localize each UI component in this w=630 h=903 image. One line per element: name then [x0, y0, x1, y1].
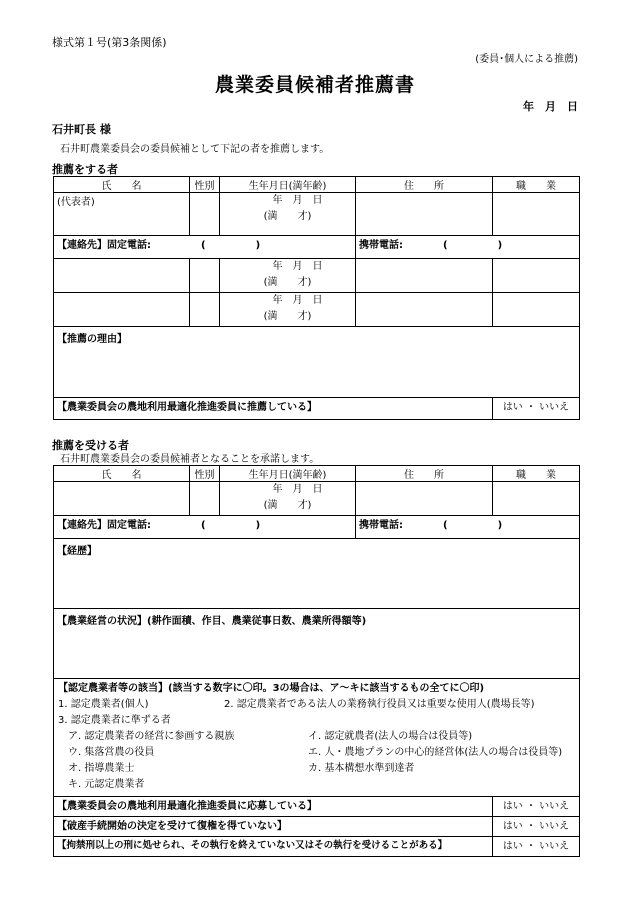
- promoter-recommended-yes-no[interactable]: はい ・ いいえ: [493, 398, 580, 420]
- addressee: 石井町長 様: [52, 123, 111, 136]
- promoter-applied-yes-no[interactable]: はい ・ いいえ: [493, 797, 580, 817]
- date-field[interactable]: 年 月 日: [523, 100, 578, 113]
- address-cell[interactable]: [356, 259, 493, 293]
- certification-row-1: [54, 697, 579, 713]
- col-header-gender: 性別: [190, 177, 220, 193]
- representative-label: (代表者): [57, 197, 95, 208]
- cert-option-1[interactable]: 1. 認定農業者(個人): [58, 699, 149, 710]
- gender-cell[interactable]: [190, 482, 220, 516]
- contact-fixed-phone[interactable]: 【連絡先】固定電話: ( ): [54, 236, 356, 259]
- gender-cell[interactable]: [190, 193, 220, 236]
- col-header-dob: 生年月日(満年齢): [220, 177, 356, 193]
- representative-name-cell[interactable]: [54, 193, 190, 236]
- dob-line2: (満 才): [263, 500, 312, 511]
- recommender-table: [53, 176, 580, 420]
- recommendee-section-title: 推薦を受ける者: [52, 439, 129, 452]
- col-header-name: 氏 名: [54, 466, 190, 482]
- intro-text: 石井町農業委員会の委員候補として下記の者を推薦します。: [60, 144, 330, 155]
- promoter-applied-question: 【農業委員会の農地利用最適化推進委員に応募している】: [54, 797, 493, 817]
- col-header-address: 住 所: [356, 177, 493, 193]
- col-header-dob: 生年月日(満年齢): [220, 466, 356, 482]
- cert-option-2[interactable]: 2. 認定農業者である法人の業務執行役員又は重要な使用人(農場長等): [224, 699, 535, 710]
- col-header-gender: 性別: [190, 466, 220, 482]
- recommender2-name-cell[interactable]: [54, 259, 190, 293]
- gender-cell[interactable]: [190, 293, 220, 327]
- cert-option-ki[interactable]: キ. 元認定農業者: [68, 779, 145, 790]
- certification-title: 【認定農業者等の該当】(該当する数字に〇印。3の場合は、ア～キに該当するもの全てに〇印): [58, 683, 485, 694]
- imprisonment-question: 【拘禁刑以上の刑に処せられ、その執行を終えていない又はその執行を受けることがある】: [54, 837, 493, 857]
- bankruptcy-yes-no[interactable]: はい ・ いいえ: [493, 817, 580, 837]
- col-header-occupation: 職 業: [493, 466, 580, 482]
- dob-cell[interactable]: [220, 193, 356, 236]
- reason-box[interactable]: 【推薦の理由】: [54, 327, 580, 398]
- certification-row-u: [54, 745, 579, 761]
- contact-mobile-phone[interactable]: 携帯電話: ( ): [356, 236, 580, 259]
- cert-option-ka[interactable]: カ. 基本構想水準到達者: [308, 763, 415, 774]
- recommender3-name-cell[interactable]: [54, 293, 190, 327]
- form-number: 様式第１号(第3条関係): [52, 36, 167, 49]
- cert-option-u[interactable]: ウ. 集落営農の役員: [68, 747, 155, 758]
- dob-line2: (満 才): [263, 211, 312, 222]
- bankruptcy-question: 【破産手続開始の決定を受けて復権を得ていない】: [54, 817, 493, 837]
- occupation-cell[interactable]: [493, 259, 580, 293]
- cert-option-o[interactable]: オ. 指導農業士: [68, 763, 135, 774]
- certification-row-a: [54, 729, 579, 745]
- dob-line1: 年 月 日: [272, 195, 323, 206]
- address-cell[interactable]: [356, 293, 493, 327]
- contact-fixed-phone[interactable]: 【連絡先】固定電話: ( ): [54, 516, 356, 539]
- farm-status-box[interactable]: 【農業経営の状況】(耕作面積、作目、農業従事日数、農業所得額等): [54, 609, 580, 679]
- dob-line2: (満 才): [263, 311, 312, 322]
- dob-cell[interactable]: [220, 259, 356, 293]
- address-cell[interactable]: [356, 482, 493, 516]
- form-type-note: (委員･個人による推薦): [475, 54, 578, 65]
- recommendee-name-cell[interactable]: [54, 482, 190, 516]
- consent-text: 石井町農業委員会の委員候補者となることを承諾します。: [60, 454, 320, 465]
- col-header-occupation: 職 業: [493, 177, 580, 193]
- dob-line1: 年 月 日: [272, 484, 323, 495]
- cert-option-e[interactable]: エ. 人・農地プランの中心的経営体(法人の場合は役員等): [308, 747, 563, 758]
- imprisonment-yes-no[interactable]: はい ・ いいえ: [493, 837, 580, 857]
- cert-option-a[interactable]: ア. 認定農業者の経営に参画する親族: [68, 731, 235, 742]
- occupation-cell[interactable]: [493, 482, 580, 516]
- occupation-cell[interactable]: [493, 293, 580, 327]
- recommender-section-title: 推薦をする者: [52, 163, 118, 176]
- occupation-cell[interactable]: [493, 193, 580, 236]
- document-title: 農業委員候補者推薦書: [214, 74, 415, 96]
- certification-row-o: [54, 761, 579, 777]
- cert-option-3[interactable]: 3. 認定農業者に準ずる者: [58, 715, 171, 726]
- col-header-name: 氏 名: [54, 177, 190, 193]
- promoter-recommended-question: 【農業委員会の農地利用最適化推進委員に推薦している】: [54, 398, 493, 420]
- career-box[interactable]: 【経歴】: [54, 539, 580, 609]
- dob-line2: (満 才): [263, 277, 312, 288]
- recommendee-table: [53, 465, 580, 857]
- col-header-address: 住 所: [356, 466, 493, 482]
- gender-cell[interactable]: [190, 259, 220, 293]
- certification-box: [54, 679, 580, 797]
- dob-line1: 年 月 日: [272, 261, 323, 272]
- dob-cell[interactable]: [220, 293, 356, 327]
- dob-line1: 年 月 日: [272, 295, 323, 306]
- cert-option-i[interactable]: イ. 認定就農者(法人の場合は役員等): [308, 731, 473, 742]
- address-cell[interactable]: [356, 193, 493, 236]
- dob-cell[interactable]: [220, 482, 356, 516]
- contact-mobile-phone[interactable]: 携帯電話: ( ): [356, 516, 580, 539]
